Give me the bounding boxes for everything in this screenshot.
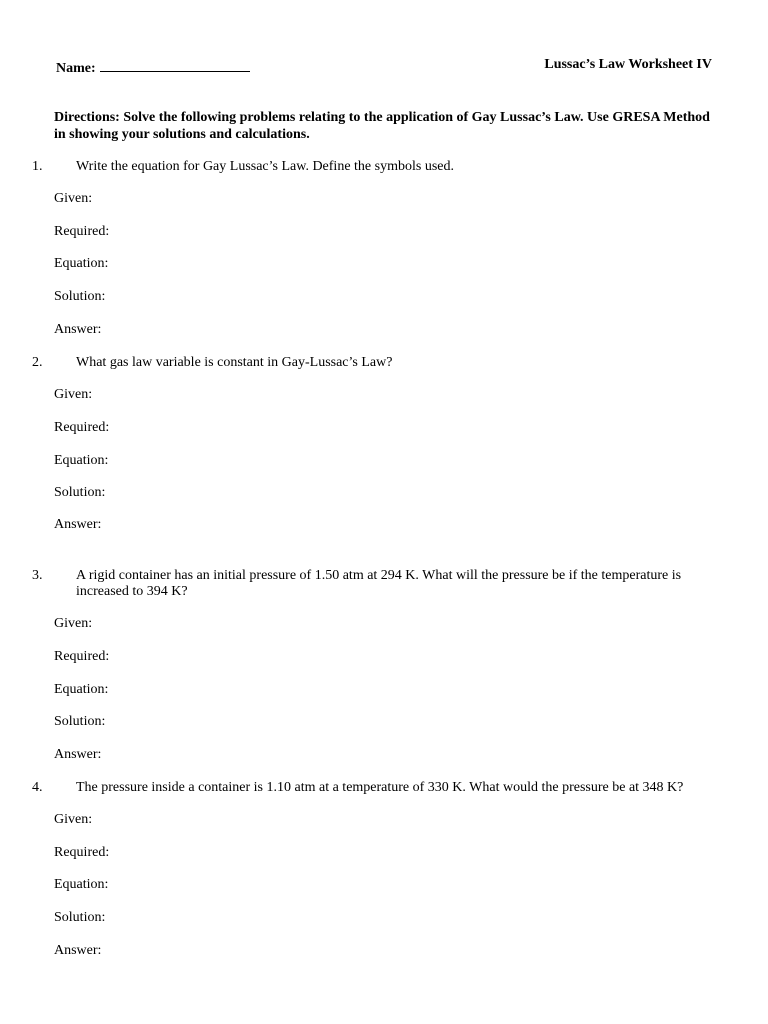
q1-equation-label: Equation:	[54, 256, 109, 271]
question-2	[32, 355, 736, 371]
q1-given-label: Given:	[54, 191, 93, 206]
q4-answer-label: Answer:	[54, 943, 102, 958]
question-text: What gas law variable is constant in Gay-Lussac’s Law?	[76, 355, 393, 370]
directions-text: Directions: Solve the following problems relating to the application of Gay Lussac’s Law. Use GRESA Method in showing your solutions and calculations.	[54, 110, 710, 142]
q1-solution-label: Solution:	[54, 289, 106, 304]
q2-given-label: Given:	[54, 387, 93, 402]
name-blank-line[interactable]	[100, 57, 250, 72]
q4-given-label: Given:	[54, 812, 93, 827]
q3-answer-label: Answer:	[54, 747, 102, 762]
q1-required-label: Required:	[54, 224, 110, 239]
name-label: Name:	[56, 61, 96, 76]
q3-solution-label: Solution:	[54, 714, 106, 729]
q4-required-label: Required:	[54, 845, 110, 860]
question-number: 4.	[32, 780, 43, 795]
q4-equation-label: Equation:	[54, 877, 109, 892]
q3-given-label: Given:	[54, 616, 93, 631]
question-text: A rigid container has an initial pressure of 1.50 atm at 294 K. What will the pressure be if the temperature is increased to 394 K?	[76, 568, 682, 599]
q2-solution-label: Solution:	[54, 485, 106, 500]
question-4	[32, 780, 736, 796]
question-text: The pressure inside a container is 1.10 atm at a temperature of 330 K. What would the pressure be at 348 K?	[76, 780, 684, 795]
q4-solution-label: Solution:	[54, 910, 106, 925]
q1-answer-label: Answer:	[54, 322, 102, 337]
q2-required-label: Required:	[54, 420, 110, 435]
question-3	[32, 568, 716, 600]
q2-answer-label: Answer:	[54, 517, 102, 532]
q3-equation-label: Equation:	[54, 682, 109, 697]
question-number: 1.	[32, 159, 43, 174]
question-number: 2.	[32, 355, 43, 370]
question-1	[32, 159, 736, 175]
name-field	[56, 57, 250, 77]
q3-required-label: Required:	[54, 649, 110, 664]
question-text: Write the equation for Gay Lussac’s Law. Define the symbols used.	[76, 159, 454, 174]
question-number: 3.	[32, 568, 43, 583]
q2-equation-label: Equation:	[54, 453, 109, 468]
worksheet-title: Lussac’s Law Worksheet IV	[544, 57, 712, 72]
